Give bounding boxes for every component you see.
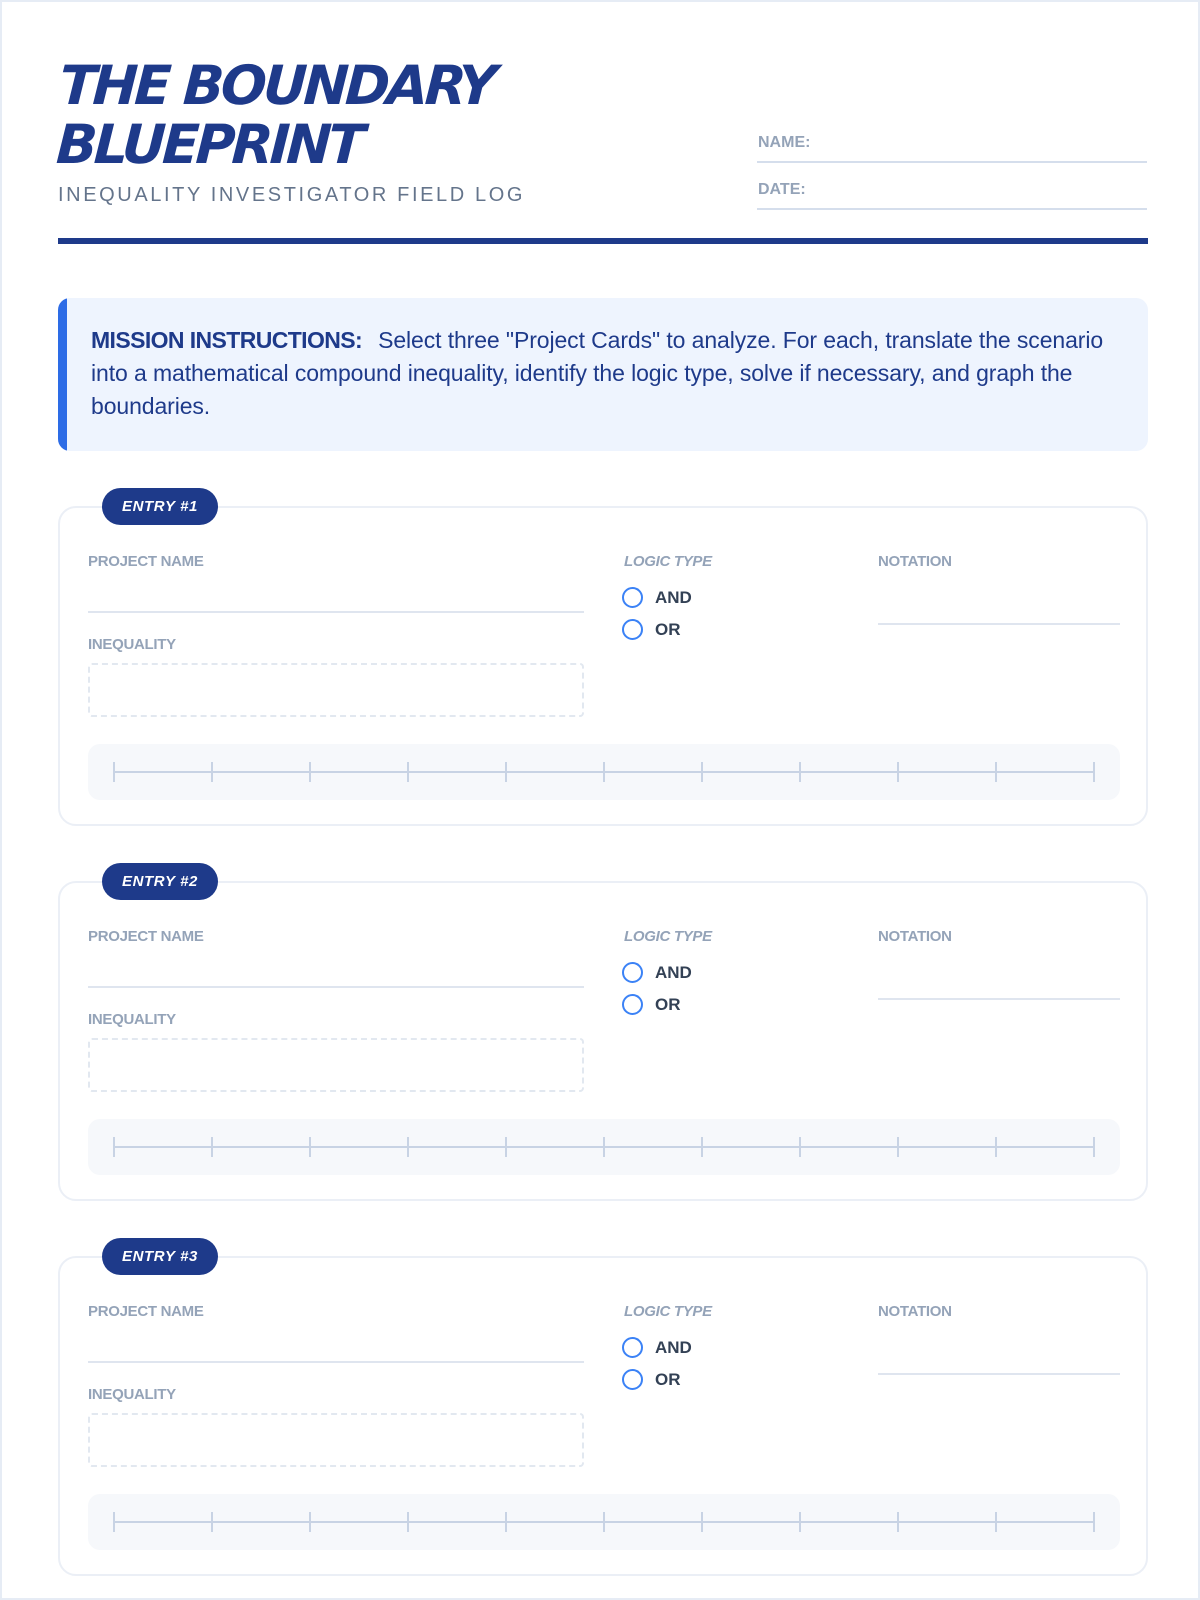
number-line-panel[interactable] [88,1494,1120,1550]
mission-label: MISSION INSTRUCTIONS: [91,327,363,353]
inequality-label: INEQUALITY [88,1386,176,1403]
title-line-2: BLUEPRINT [54,113,364,176]
number-line-panel[interactable] [88,1119,1120,1175]
date-field[interactable] [757,180,1147,210]
project-name-field[interactable] [88,1361,584,1363]
number-line-panel[interactable] [88,744,1120,800]
project-name-field[interactable] [88,986,584,988]
radio-label: OR [655,1370,681,1389]
radio-circle-icon[interactable] [622,619,643,640]
mission-accent-bar [58,298,67,451]
name-label: NAME: [758,134,811,151]
notation-label: NOTATION [878,553,952,570]
entry-badge: ENTRY #1 [102,488,218,525]
project-name-field[interactable] [88,611,584,613]
logic-type-label: LOGIC TYPE [624,928,712,945]
project-name-label: PROJECT NAME [88,553,204,570]
radio-circle-icon[interactable] [622,1369,643,1390]
project-name-label: PROJECT NAME [88,928,204,945]
title-line-1: THE BOUNDARY [57,54,496,117]
page-subtitle: INEQUALITY INVESTIGATOR FIELD LOG [58,184,526,206]
notation-field[interactable] [878,1373,1120,1375]
logic-type-label: LOGIC TYPE [624,1303,712,1320]
notation-label: NOTATION [878,928,952,945]
notation-field[interactable] [878,998,1120,1000]
notation-field[interactable] [878,623,1120,625]
entry-card-1 [58,498,1148,826]
number-line[interactable] [88,1119,1120,1175]
inequality-field[interactable] [88,663,584,717]
mission-instructions-box [58,298,1148,451]
entry-card-2 [58,873,1148,1201]
page-title [55,56,495,174]
radio-label: AND [655,588,692,607]
mission-instructions [91,324,1108,423]
project-name-label: PROJECT NAME [88,1303,204,1320]
radio-label: AND [655,963,692,982]
radio-label: OR [655,995,681,1014]
inequality-field[interactable] [88,1413,584,1467]
inequality-label: INEQUALITY [88,1011,176,1028]
radio-circle-icon[interactable] [622,962,643,983]
radio-label: OR [655,620,681,639]
radio-label: AND [655,1338,692,1357]
mission-text: Select three "Project Cards" to analyze. For each, translate the scenario into a mathematical compound inequality, identify the logic type, solve if necessary, and graph the boundaries. [91,327,1104,419]
name-field[interactable] [757,133,1147,163]
notation-label: NOTATION [878,1303,952,1320]
entry-badge: ENTRY #3 [102,1238,218,1275]
number-line[interactable] [88,744,1120,800]
entry-badge: ENTRY #2 [102,863,218,900]
logic-type-label: LOGIC TYPE [624,553,712,570]
header-divider [58,238,1148,244]
date-label: DATE: [758,181,806,198]
inequality-label: INEQUALITY [88,636,176,653]
radio-circle-icon[interactable] [622,1337,643,1358]
radio-circle-icon[interactable] [622,587,643,608]
number-line[interactable] [88,1494,1120,1550]
inequality-field[interactable] [88,1038,584,1092]
entry-card-3 [58,1248,1148,1576]
radio-circle-icon[interactable] [622,994,643,1015]
